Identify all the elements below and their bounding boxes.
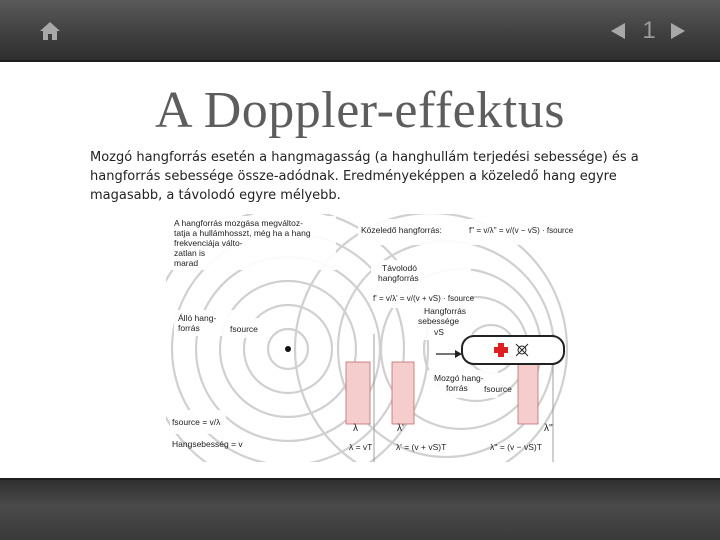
lambda-label: λ: [353, 423, 358, 434]
home-icon: [38, 20, 62, 42]
intro-line-4: zatlan is: [174, 248, 206, 258]
bottom-bar: [0, 478, 720, 540]
source-speed-label-2: sebessége: [418, 316, 460, 326]
previous-slide-button[interactable]: [608, 21, 628, 41]
triangle-right-icon: [668, 21, 688, 41]
stationary-label-1: Álló hang-: [178, 313, 217, 323]
stationary-frequency: fsource: [230, 324, 258, 334]
intro-line-1: A hangforrás mozgása megváltoz-: [174, 218, 303, 228]
lambda-double-prime-equation: λ'' = (v − vS)T: [490, 442, 542, 452]
intro-line-5: marad: [174, 258, 199, 268]
moving-label-1: Mozgó hang-: [434, 373, 484, 383]
receding-label-1: Távolodó: [382, 263, 417, 273]
sound-speed-label: Hangsebesség = v: [172, 439, 243, 449]
slide-body-text: Mozgó hangforrás esetén a hangmagasság (a hanghullám terjedési sebessége) és a hangforrás sebessége össze-adódnak. Eredményeképpen a közeledő hang egyre magasabb, a távolodó egyre mélyebb.: [90, 150, 639, 203]
intro-line-3: frekvenciája válto-: [174, 238, 243, 248]
doppler-effect-figure: [166, 214, 582, 462]
approaching-label: Közeledő hangforrás:: [361, 225, 442, 235]
slide-navigation: [608, 18, 688, 44]
source-speed-symbol: vS: [434, 327, 444, 337]
intro-line-2: tatja a hullámhosszt, még ha a hang: [174, 228, 311, 238]
lambda-equation: λ = vT: [349, 442, 373, 452]
source-speed-label-1: Hangforrás: [424, 306, 467, 316]
stationary-source-dot: [285, 346, 291, 352]
slide-title: A Doppler-effektus: [155, 82, 565, 139]
triangle-left-icon: [608, 21, 628, 41]
next-slide-button[interactable]: [668, 21, 688, 41]
base-formula: fsource = v/λ: [172, 417, 221, 427]
stationary-label-2: forrás: [178, 323, 200, 333]
top-navigation-bar: [0, 0, 720, 62]
home-button[interactable]: [38, 20, 62, 42]
moving-frequency: fsource: [484, 384, 512, 394]
moving-label-2: forrás: [446, 383, 468, 393]
lambda-double-prime-label: λ'': [544, 423, 553, 434]
lambda-prime-equation: λ' = (v + vS)T: [396, 442, 447, 452]
lambda-prime-label: λ': [397, 423, 404, 434]
receding-formula: f' = v/λ' = v/(v + vS) · fsource: [373, 294, 475, 303]
moving-source: [462, 336, 564, 364]
receding-label-2: hangforrás: [378, 273, 419, 283]
approaching-formula: f'' = v/λ'' = v/(v − vS) · fsource: [469, 226, 574, 235]
slide-number: 1: [642, 17, 656, 44]
